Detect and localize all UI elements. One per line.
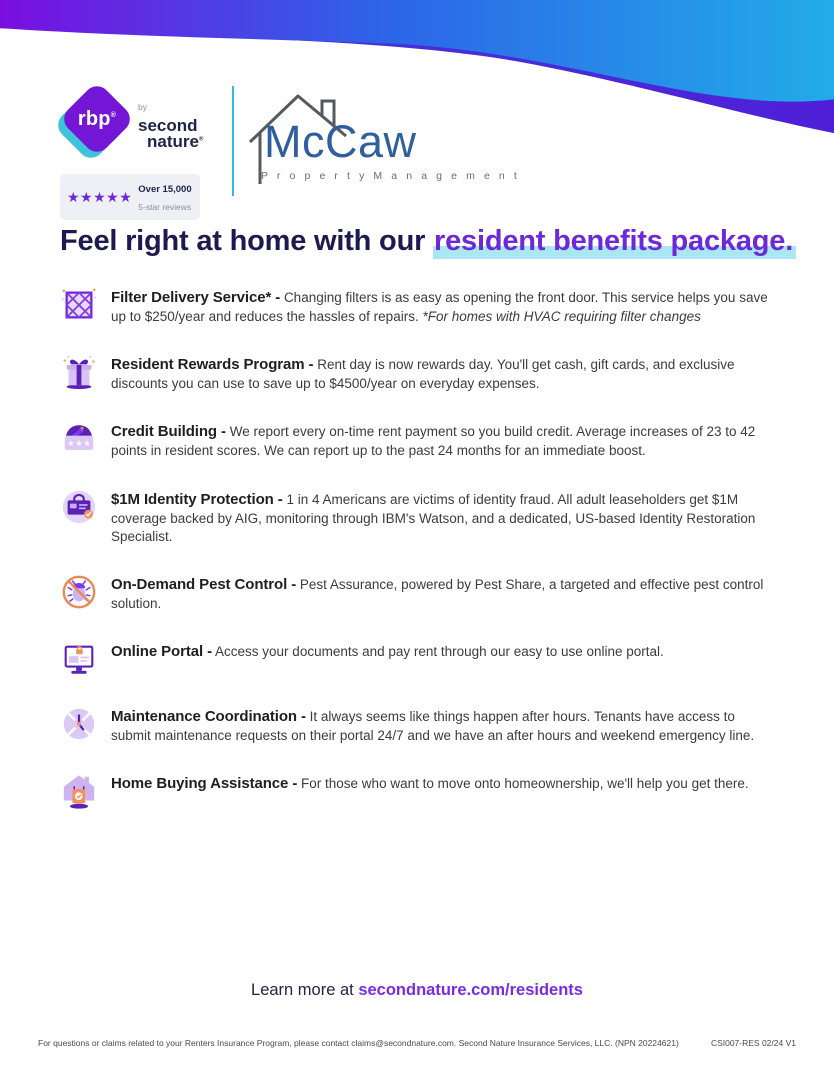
brand-line1: second: [138, 116, 198, 135]
benefit-pest-control: [60, 573, 776, 613]
logo-row: [60, 86, 520, 220]
rbp-logo-cluster: [60, 86, 216, 220]
online-portal-icon: [60, 640, 98, 678]
benefit-text: Credit Building - We report every on-time rent payment so you build credit. Average increases of 23 to 42 points in resident scores. We can report up to the past 24 months for an immediate boost.: [111, 423, 756, 459]
review-caption: 5-star reviews: [138, 202, 192, 212]
benefit-text: Filter Delivery Service* - Changing filters is as easy as opening the front door. This service helps you save up to $250/year and reduces the hassles of repairs. *For homes with HVAC requiring filter changes: [111, 289, 768, 325]
second-nature-wordmark: [138, 100, 216, 152]
rbp-reg-mark: ®: [110, 111, 117, 119]
filter-icon: [60, 286, 98, 324]
logo-divider: [232, 86, 234, 196]
gift-icon: [60, 353, 98, 391]
home-buying-icon: [60, 772, 98, 810]
mccaw-name: McCaw: [264, 116, 417, 167]
maintenance-icon: [60, 705, 98, 743]
rbp-logo: [60, 86, 134, 160]
headline-highlight: resident benefits package.: [433, 225, 796, 259]
svg-text:★: ★: [75, 439, 83, 449]
benefit-text: $1M Identity Protection - 1 in 4 Americans are victims of identity fraud. All adult leaseholders get $1M coverage backed by AIG, monitoring through IBM's Watson, and a dedicated, US-based Identity Restoration Specialist.: [111, 490, 756, 544]
document-code: CSI007-RES 02/24 V1: [710, 1038, 796, 1048]
by-label: by: [138, 102, 147, 112]
benefit-text: On-Demand Pest Control - Pest Assurance, powered by Pest Share, a targeted and effective pest control solution.: [111, 575, 764, 611]
review-badge: [60, 174, 200, 220]
pest-control-icon: [60, 573, 98, 611]
mccaw-logo: [248, 86, 520, 198]
svg-text:★: ★: [83, 439, 91, 449]
review-count: Over 15,000: [138, 184, 192, 195]
benefit-text: Online Portal - Access your documents and pay rent through our easy to use online portal.: [111, 642, 664, 660]
benefit-home-buying: [60, 772, 776, 810]
learn-more-prefix: Learn more at: [251, 981, 359, 999]
page-title: [60, 224, 800, 259]
benefit-text: Maintenance Coordination - It always seems like things happen after hours. Tenants have access to submit maintenance requests on their portal 24/7 and we have an after hours and weekend emergency line.: [111, 707, 755, 744]
credit-building-icon: [60, 420, 98, 458]
benefit-resident-rewards: [60, 353, 776, 393]
benefit-text: Resident Rewards Program - Rent day is now rewards day. You'll get cash, gift cards, and exclusive discounts you can use to save up to $4500/year on everyday expenses.: [111, 356, 735, 392]
benefit-text: Home Buying Assistance - For those who want to move onto homeownership, we'll help you get there.: [111, 775, 749, 793]
benefit-maintenance: [60, 705, 776, 745]
five-stars-icon: ★★★★★: [67, 189, 133, 205]
benefit-credit-building: [60, 420, 776, 460]
benefit-identity-protection: [60, 488, 776, 546]
brand-line2: nature®: [147, 131, 204, 151]
svg-text:★: ★: [67, 439, 75, 449]
secondnature-residents-link[interactable]: secondnature.com/residents: [358, 981, 583, 999]
mccaw-tagline: P r o p e r t y M a n a g e m e n t: [261, 170, 520, 182]
benefit-online-portal: [60, 640, 776, 678]
benefit-filter-delivery: [60, 286, 776, 326]
fineprint-row: [0, 1038, 834, 1048]
headline-prefix: Feel right at home with our: [60, 225, 434, 257]
rbp-wordmark: rbp ®: [77, 107, 117, 130]
benefits-list: [60, 286, 776, 837]
learn-more-line: [0, 981, 834, 1000]
identity-protection-icon: [60, 488, 98, 526]
insurance-fineprint: For questions or claims related to your Renters Insurance Program, please contact claims@secondnature.com. Second Nature Insurance Services, LLC. (NPN 20224621): [38, 1038, 679, 1048]
